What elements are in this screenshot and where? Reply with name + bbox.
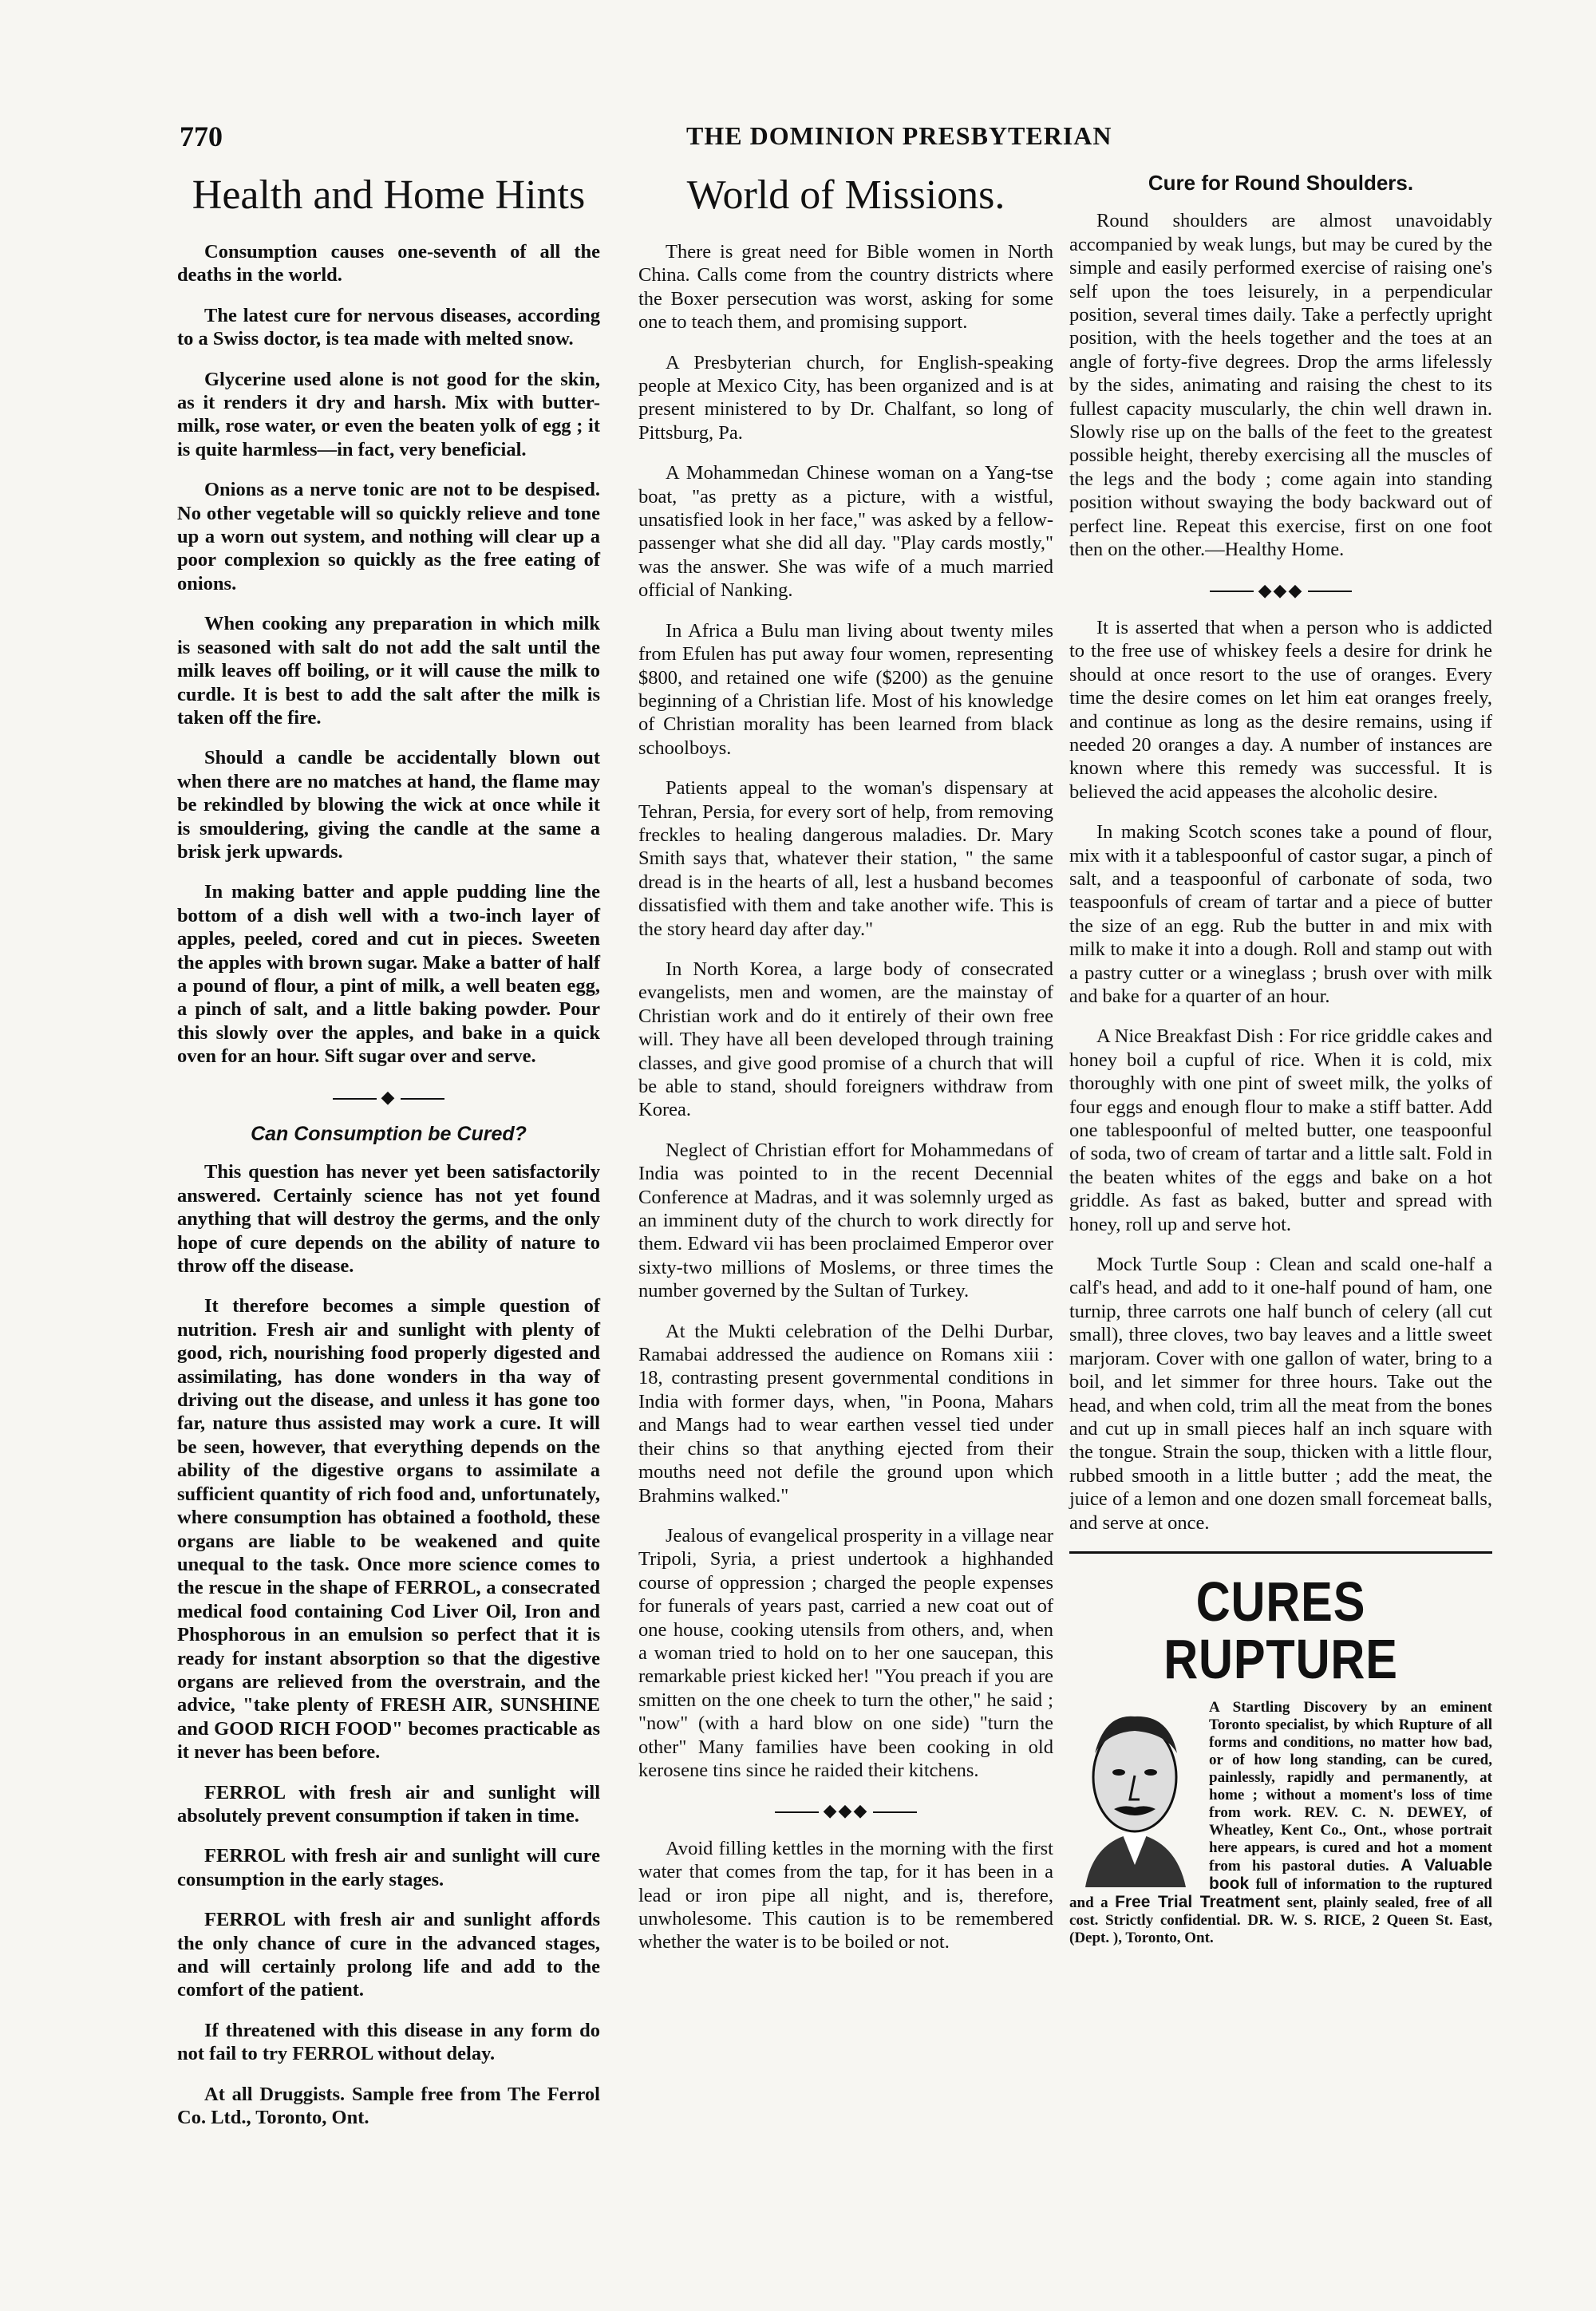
ad-callout-book: A Valuable book [1209, 1855, 1492, 1893]
paragraph: There is great need for Bible women in North China. Calls come from the country districts where the Boxer persecution was worst, asking for some one to teach them, and promising support. [638, 241, 1053, 334]
rupture-advertisement [1069, 1551, 1492, 1947]
portrait-illustration [1069, 1705, 1201, 1887]
ad-body [1069, 1699, 1492, 1947]
column-world-of-missions [638, 172, 1053, 1971]
paragraph: At the Mukti celebration of the Delhi Durbar, Ramabai addressed the audience on Romans xiii : 18, contrasting present governmental conditions in India with former days, when, "in Poona, Mahars and Mangs had to wear earthen vessel tied under their chins so that anything ejected from their mouths need not defile the ground upon which Brahmins walked." [638, 1320, 1053, 1507]
paragraph: Round shoulders are almost unavoidably accompanied by weak lungs, but may be cured by the simple and easily performed exercise of raising one's self upon the toes leisurely, in a perpendicular position, several times daily. Take a perfectly upright position, with the heels together and the toes at an angle of forty-five degrees. Drop the arms lifelessly by the sides, animating and raising the chest to its fullest capacity muscularly, the chin well drawn in. Slowly rise up on the balls of the feet to the greatest possible height, thereby exercising all the muscles of the legs and the body ; come again into standing position without swaying the body backward out of perfect line. Repeat this exercise, first on one foot then on the other.—Healthy Home. [1069, 210, 1492, 561]
subhead: Can Consumption be Cured? [251, 1123, 527, 1145]
page-number: 770 [180, 120, 223, 152]
paragraph: FERROL with fresh air and sunlight will cure consumption in the early stages. [177, 1845, 600, 1890]
paragraph: In making batter and apple pudding line the bottom of a dish well with a two-inch layer of apples, peeled, cored and cut in pieces. Sweeten the apples with brown sugar. Make a batter of half a pound of flour, a pint of milk, a well beaten egg, a pinch of salt, and a little baking powder. Pour this slowly over the apples, and bake in a quick oven for an hour. Sift sugar over and serve. [177, 881, 600, 1068]
paragraph: If threatened with this disease in any form do not fail to try FERROL without delay. [177, 2019, 600, 2065]
paragraph: This question has never yet been satisfactorily answered. Certainly science has not yet found anything that will destroy the germs, and the only hope of cure depends on the ability of nature to throw off the disease. [177, 1161, 600, 1278]
paragraphs [177, 1160, 600, 2129]
paragraph: Neglect of Christian effort for Mohammedans of India was pointed to in the recent Decennial Conference at Madras, and it was solemnly urged as an imminent duty of the church to work directly for them. Edward vii has been proclaimed Emperor over sixty-two millions of Moslems, or three times the number governed by the Sultan of Turkey. [638, 1139, 1053, 1302]
section-title: World of Missions. [686, 172, 1005, 218]
paragraph: A Mohammedan Chinese woman on a Yang-tse boat, "as pretty as a picture, with a wistful, unsatisfied look in her face," was asked by a fellow-passenger what she did all day. "Play cards mostly," was the answer. She was wife of a much married official of Nanking. [638, 462, 1053, 602]
paragraphs [1069, 616, 1492, 1535]
column-right [1069, 172, 1492, 1947]
paragraph: Glycerine used alone is not good for the skin, as it renders it dry and harsh. Mix with butter-milk, rose water, or even the beaten yolk of egg ; it is quite harmless—in fact, very beneficial. [177, 368, 600, 460]
paragraphs [638, 1837, 1053, 1954]
paragraph: Should a candle be accidentally blown out when there are no matches at hand, the flame may be rekindled by blowing the wick at once while it is smouldering, giving the candle at the same a brisk jerk upwards. [177, 747, 600, 863]
paragraph: Consumption causes one-seventh of all the deaths in the world. [177, 241, 600, 286]
paragraph: In Africa a Bulu man living about twenty miles from Efulen has put away four women, representing $800, and retained one wife ($200) as the genuine beginning of a Christian life. Most of his knowledge of Christian morality has been learned from black schoolboys. [638, 619, 1053, 759]
paragraph: The latest cure for nervous diseases, according to a Swiss doctor, is tea made with melted snow. [177, 304, 600, 350]
paragraph: It therefore becomes a simple question of nutrition. Fresh air and sunlight with plenty of good, rich, nourishing food properly digested and assimilating, has done wonders in tha way of driving out the disease, and unless it has gone too far, nature thus assisted may work a cure. It will be seen, however, that everything depends on the ability of the digestive organs to assimilate a sufficient quantity of rich food and, unfortunately, where consumption has obtained a foothold, these organs are liable to be weakened and quite unequal to the task. Once more science comes to the rescue in the shape of FERROL, a consecrated medical food containing Cod Liver Oil, Iron and Phosphorous in an emulsion so perfect that it is ready for instant absorption so that the digestive organs are relieved from the overstrain, and the advice, "take plenty of FRESH AIR, SUNSHINE and GOOD RICH FOOD" becomes practicable as it never has been before. [177, 1295, 600, 1764]
ad-text: A Startling Discovery by an eminent Toronto specialist, by which Rupture of all forms and conditions, no matter how bad, or of how long standing, can be cured, painlessly, rapidly and permanently, at home ; without a moment's loss of time from work. REV. C. N. DEWEY, of Wheatley, Kent Co., Ont., whose portrait here appears, is cured and hot a moment from his pastoral duties. A Valuable book full of information to the ruptured and a Free Trial Treatment sent, plainly sealed, free of all cost. Strictly confidential. DR. W. S. RICE, 2 Queen St. East, (Dept. ), Toronto, Ont. [1069, 1698, 1492, 1946]
paragraph: When cooking any preparation in which milk is seasoned with salt do not add the salt until the milk leaves off boiling, or it will cause the milk to curdle. It is best to add the salt after the milk is taken off the fire. [177, 613, 600, 729]
paragraph: Avoid filling kettles in the morning with the first water that comes from the tap, for it has been in a lead or iron pipe all night, and is, therefore, unwholesome. This caution is to be remembered whether the water is to be boiled or not. [638, 1837, 1053, 1953]
paragraph: A Nice Breakfast Dish : For rice griddle cakes and honey boil a cupful of rice. When it is cold, mix thoroughly with one pint of sweet milk, the yolks of four eggs and enough flour to make a stiff batter. Add one tablespoonful of melted butter, one teaspoonful of soda, two of cream of tartar and a little salt. Fold in the beaten whites of the eggs and bake on a hot griddle. As fast as baked, butter and spread with honey, roll up and serve hot. [1069, 1025, 1492, 1235]
paragraph: Patients appeal to the woman's dispensary at Tehran, Persia, for every sort of help, from removing freckles to healing dangerous maladies. Dr. Mary Smith says that, whatever their station, " the same dread is in the hearts of all, lest a husband becomes dissatisfied with them and take another wife. This is the story heard day after day." [638, 777, 1053, 940]
paragraph: It is asserted that when a person who is addicted to the free use of whiskey feels a desire for drink he should at once resort to the use of oranges. Every time the desire comes on let him eat oranges freely, and continue as long as the desire remains, using if needed 20 oranges a day. A number of instances are known where this remedy was successful. It is believed the acid appeases the alcoholic desire. [1069, 616, 1492, 803]
paragraph: In North Korea, a large body of consecrated evangelists, men and women, are the mainstay of Christian work and do it entirely of their own free will. They have all been developed through training classes, and give good promise of a church that will be able to stand, should foreigners withdraw from Korea. [638, 958, 1053, 1121]
paragraph: A Presbyterian church, for English-speaking people at Mexico City, has been organized and is at present ministered to by Dr. Chalfant, so long of Pittsburg, Pa. [638, 351, 1053, 444]
paragraph: FERROL with fresh air and sunlight will absolutely prevent consumption if taken in time. [177, 1781, 600, 1827]
masthead: THE DOMINION PRESBYTERIAN [686, 121, 1112, 150]
paragraph: Onions as a nerve tonic are not to be despised. No other vegetable will so quickly relieve and tone up a worn out system, and nothing will clear up a poor complexion so quickly as the free eating of onions. [177, 479, 600, 595]
paragraphs [177, 240, 600, 1069]
ad-callout-trial: Free Trial Treatment [1115, 1892, 1281, 1911]
separator-ornament: ◆◆◆ [638, 1799, 1053, 1822]
separator-ornament: ◆ [177, 1085, 600, 1108]
paragraphs [1069, 209, 1492, 561]
paragraphs [638, 240, 1053, 1782]
paragraph: In making Scotch scones take a pound of flour, mix with it a tablespoonful of castor sugar, a pinch of salt, and a teaspoonful of carbonate of soda, two teaspoonfuls of cream of tartar and a piece of butter the size of an egg. Rub the butter in and mix with milk to make it into a dough. Roll and stamp out with a pastry cutter or a wineglass ; brush over with milk and bake for a quarter of an hour. [1069, 821, 1492, 1007]
section-title: Cure for Round Shoulders. [1148, 171, 1414, 195]
paragraph: Jealous of evangelical prosperity in a village near Tripoli, Syria, a priest undertook a highhanded course of oppression ; charged the people expenses for funerals of years past, carried a new coat out of one house, cooking utensils from others, and, when a woman tried to hold on to her one saucepan, this remarkable priest kicked her! "You preach if you are smitten on the one cheek to turn the other," he said ; "now" (with a hard blow on one side) "turn the other" Many families have been cooking in old kerosene tins since he raided their kitchens. [638, 1524, 1053, 1781]
paragraph: Mock Turtle Soup : Clean and scald one-half a calf's head, and add to it one-half pound of ham, one turnip, three carrots one half bunch of celery (all cut small), three cloves, two bay leaves and a little sweet marjoram. Cover with one gallon of water, bring to a boil, and let simmer for three hours. Take out the head, and when cold, trim all the meat from the bones and cut up in small pieces half an inch square with the tongue. Strain the soup, thicken with a little flour, rubbed smooth in a little butter ; add the meat, the juice of a lemon and one dozen small forcemeat balls, and serve at once. [1069, 1254, 1492, 1534]
column-health-home-hints [177, 172, 600, 2146]
ad-headline: CURES RUPTURE [1163, 1570, 1398, 1690]
section-title: Health and Home Hints [192, 172, 586, 218]
paragraph: At all Druggists. Sample free from The Ferrol Co. Ltd., Toronto, Ont. [177, 2083, 600, 2129]
separator-ornament: ◆◆◆ [1069, 579, 1492, 602]
paragraph: FERROL with fresh air and sunlight affords the only chance of cure in the advanced stages, and will certainly prolong life and add to the comfort of the patient. [177, 1909, 600, 2001]
